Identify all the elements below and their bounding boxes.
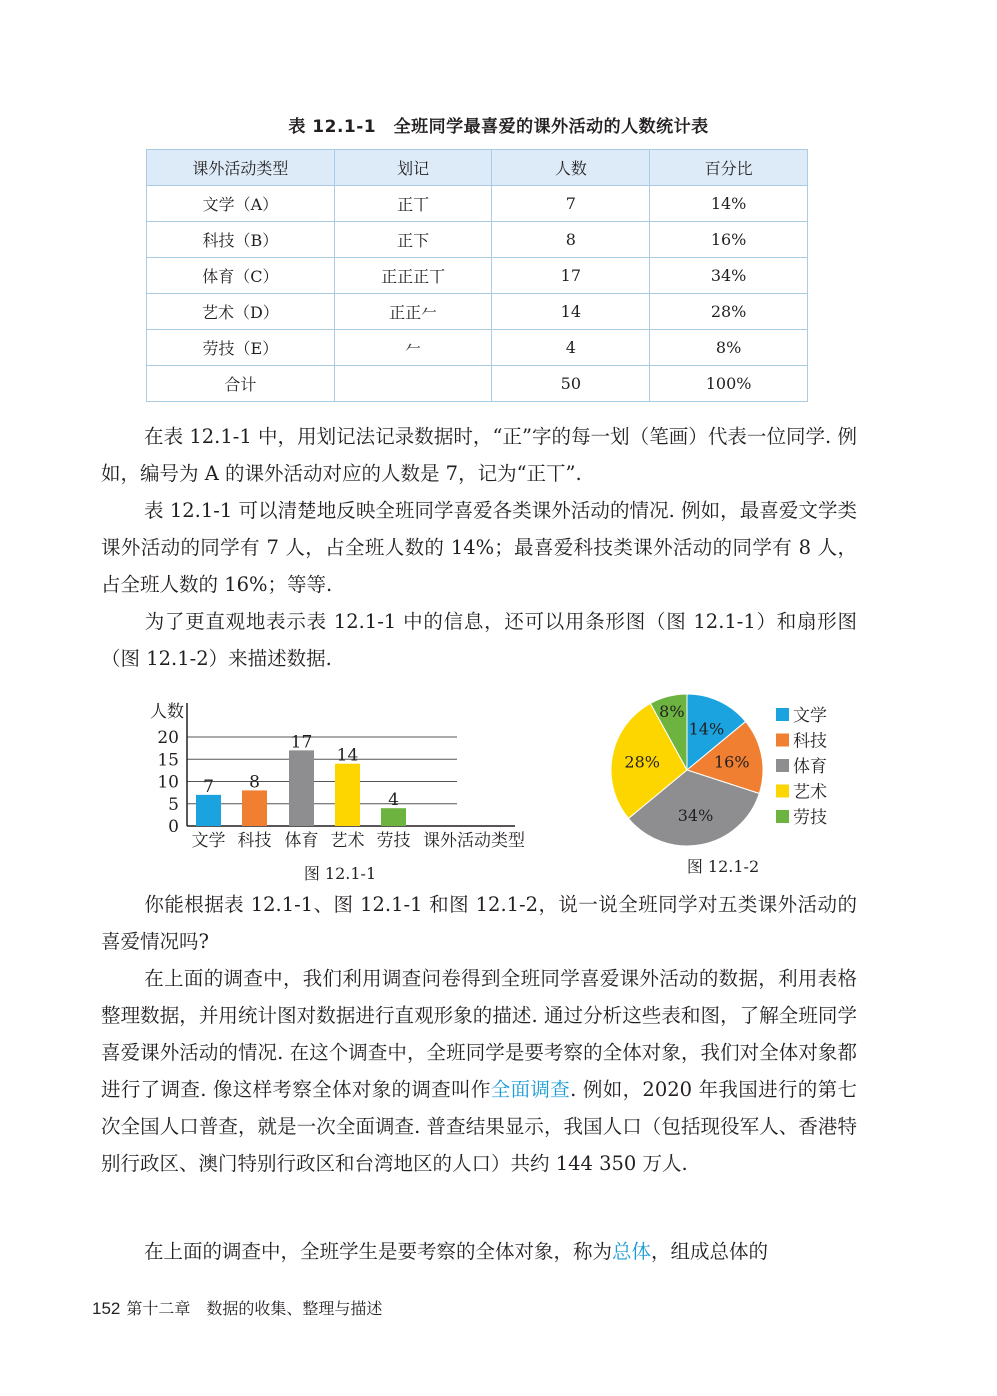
cell-activity: 合计 xyxy=(147,366,335,402)
cell-activity: 文学（A） xyxy=(147,186,335,222)
cell-count: 4 xyxy=(492,330,650,366)
term-population: 总体 xyxy=(612,1240,652,1263)
legend-label: 劳技 xyxy=(793,808,827,828)
paragraph-text: 为了更直观地表示表 12.1-1 中的信息，还可以用条形图（图 12.1-1）和扇形图（图 12.1-2）来描述数据. xyxy=(101,610,857,670)
legend-swatch xyxy=(776,734,789,747)
column-header: 划记 xyxy=(334,150,492,186)
paragraph-4 xyxy=(101,886,857,960)
legend-label: 文学 xyxy=(793,706,827,726)
x-tick-label: 体育 xyxy=(284,831,319,851)
pie-chart-caption: 图 12.1-2 xyxy=(686,857,760,876)
bar-文学 xyxy=(196,795,221,826)
legend-swatch xyxy=(776,810,789,823)
cell-percent: 34% xyxy=(650,258,808,294)
cell-tally: 正下 xyxy=(334,222,492,258)
legend-label: 艺术 xyxy=(793,782,827,803)
cell-count: 7 xyxy=(492,186,650,222)
cell-tally: 正正𠂉 xyxy=(334,294,492,330)
legend-label: 科技 xyxy=(793,731,827,752)
page-number: 152 xyxy=(92,1299,121,1318)
bar-value-label: 7 xyxy=(203,776,214,797)
bar-chart-caption: 图 12.1-1 xyxy=(303,864,377,883)
x-axis-label: 课外活动类型 xyxy=(423,831,525,851)
y-tick-label: 5 xyxy=(168,794,179,815)
y-tick-label: 20 xyxy=(157,728,179,748)
bar-体育 xyxy=(289,750,314,826)
pie-slice-label: 28% xyxy=(624,752,660,772)
column-header: 课外活动类型 xyxy=(147,150,335,186)
legend-swatch xyxy=(776,708,789,721)
bar-科技 xyxy=(242,790,267,826)
column-header: 百分比 xyxy=(650,150,808,186)
paragraph-text: ，组成总体的 xyxy=(651,1240,769,1263)
cell-percent: 14% xyxy=(650,186,808,222)
cell-tally: 正正正丅 xyxy=(334,258,492,294)
paragraph-text: 在表 12.1-1 中，用划记法记录数据时，“正”字的每一划（笔画）代表一位同学. 例如，编号为 A 的课外活动对应的人数是 7，记为“正丅”. xyxy=(101,425,857,485)
x-tick-label: 劳技 xyxy=(376,831,411,851)
y-tick-label: 15 xyxy=(157,750,179,771)
pie-chart xyxy=(611,694,763,846)
cell-percent: 28% xyxy=(650,294,808,330)
cell-activity: 劳技（E） xyxy=(147,330,335,366)
term-full-survey: 全面调查 xyxy=(490,1078,571,1101)
cell-percent: 16% xyxy=(650,222,808,258)
paragraph-text: . 例如，2020 年我国进行的第七次全国人口普查，就是一次全面调查. 普查结果显示，我国人口（包括现役军人、香港特别行政区、澳门特别行政区和台湾地区的人口）共约 144 350 万人. xyxy=(101,1078,857,1175)
y-tick-label: 0 xyxy=(168,817,179,837)
bar-value-label: 14 xyxy=(336,745,359,766)
pie-slice-label: 8% xyxy=(659,702,685,722)
x-tick-label: 文学 xyxy=(191,831,226,851)
cell-activity: 体育（C） xyxy=(147,258,335,294)
cell-percent: 100% xyxy=(650,366,808,402)
legend-swatch xyxy=(776,785,789,798)
paragraph-6 xyxy=(101,1233,857,1270)
cell-activity: 科技（B） xyxy=(147,222,335,258)
paragraph-text: 在上面的调查中，我们利用调查问卷得到全班同学喜爱课外活动的数据，利用表格整理数据，并用统计图对数据进行直观形象的描述. 通过分析这些表和图，了解全班同学喜爱课外活动的情况. 在这个调查中，全班同学是要考察的全体对象，我们对全体对象都进行了调查. 像这样考察全体对象的调查叫作 xyxy=(101,967,857,1101)
pie-slice-label: 34% xyxy=(677,805,714,825)
cell-count: 17 xyxy=(492,258,650,294)
chapter-title: 第十二章 数据的收集、整理与描述 xyxy=(126,1299,383,1318)
cell-tally: 𠂉 xyxy=(334,330,492,366)
y-axis-label: 人数 xyxy=(150,702,184,722)
legend-swatch xyxy=(776,759,789,772)
column-header: 人数 xyxy=(492,150,650,186)
x-tick-label: 艺术 xyxy=(330,831,365,851)
cell-count: 8 xyxy=(492,222,650,258)
paragraph-5 xyxy=(101,960,857,1182)
x-tick-label: 科技 xyxy=(237,831,272,851)
cell-activity: 艺术（D） xyxy=(147,294,335,330)
bar-艺术 xyxy=(335,764,360,826)
bar-value-label: 4 xyxy=(388,790,399,811)
cell-count: 14 xyxy=(492,294,650,330)
cell-tally: 正丅 xyxy=(334,186,492,222)
bar-value-label: 17 xyxy=(290,732,313,753)
bar-value-label: 8 xyxy=(249,772,260,793)
bar-劳技 xyxy=(381,808,406,826)
cell-count: 50 xyxy=(492,366,650,402)
pie-slice-label: 14% xyxy=(688,719,725,739)
cell-percent: 8% xyxy=(650,330,808,366)
legend-label: 体育 xyxy=(793,757,827,777)
table-caption: 表 12.1-1 全班同学最喜爱的课外活动的人数统计表 xyxy=(288,117,709,137)
paragraph-text: 在上面的调查中，全班学生是要考察的全体对象，称为 xyxy=(144,1240,613,1263)
y-tick-label: 10 xyxy=(157,772,179,793)
pie-slice-label: 16% xyxy=(714,752,750,772)
page-footer xyxy=(92,1296,382,1319)
paragraph-text: 你能根据表 12.1-1、图 12.1-1 和图 12.1-2，说一说全班同学对五类课外活动的喜爱情况吗? xyxy=(101,893,857,953)
paragraph-text: 表 12.1-1 可以清楚地反映全班同学喜爱各类课外活动的情况. 例如，最喜爱文学类课外活动的同学有 7 人，占全班人数的 14%；最喜爱科技类课外活动的同学有 8 人，占全班人数的 16%；等等. xyxy=(101,499,857,596)
